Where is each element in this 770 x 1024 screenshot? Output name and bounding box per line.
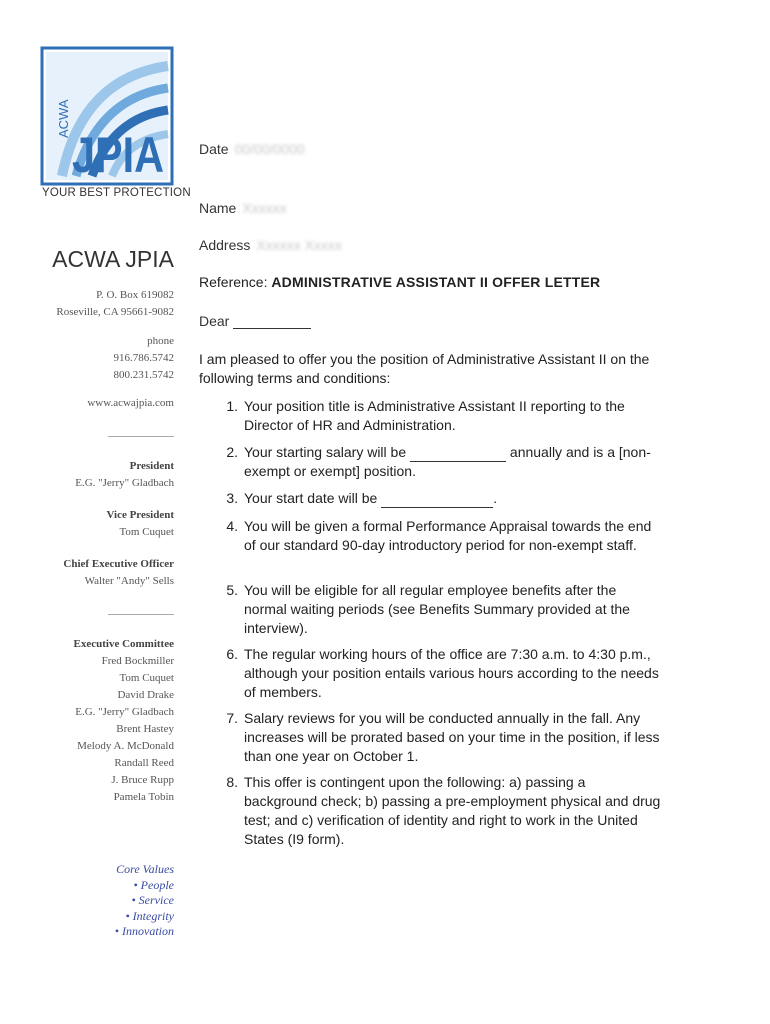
- item-text: You will be eligible for all regular employee benefits after the normal waiting periods (see Benefits Summary provided at the interview).: [244, 582, 630, 636]
- value-item: • Innovation: [114, 924, 174, 938]
- committee-member: Randall Reed: [114, 757, 174, 769]
- org-phone: [20, 333, 174, 384]
- committee-member: Brent Hastey: [116, 723, 174, 735]
- vp-name: Tom Cuquet: [119, 526, 174, 538]
- item-text-part: .: [493, 490, 498, 506]
- divider: [108, 614, 174, 615]
- committee-member: E.G. "Jerry" Gladbach: [75, 706, 174, 718]
- address-line: P. O. Box 619082: [96, 289, 174, 301]
- value-item: • Integrity: [125, 908, 174, 923]
- item-text-part: annually and is a [non-exempt or exempt] position.: [244, 444, 651, 479]
- ceo-title: Chief Executive Officer: [63, 558, 174, 570]
- dear-blank: [233, 314, 311, 329]
- committee-member: David Drake: [117, 689, 174, 701]
- item-number: 2.: [226, 444, 238, 460]
- item-number: 6.: [226, 646, 238, 662]
- vice-president-block: [20, 507, 174, 541]
- item-text: You will be given a formal Performance Appraisal towards the end of our standard 90-day introductory period for non-exempt staff.: [244, 518, 652, 553]
- committee-member: Pamela Tobin: [113, 791, 174, 803]
- salary-blank: [410, 447, 506, 462]
- item-number: 7.: [226, 710, 238, 726]
- value-item: • People: [133, 877, 174, 892]
- org-address: [20, 287, 174, 321]
- svg-text:ACWA: ACWA: [56, 99, 71, 138]
- date-label: Date: [199, 141, 229, 157]
- executive-committee: [20, 636, 174, 806]
- item-number: 8.: [226, 774, 238, 790]
- item-text: [244, 443, 662, 481]
- committee-member: Tom Cuquet: [119, 672, 174, 684]
- org-name: ACWA JPIA: [52, 246, 174, 272]
- name-label: Name: [199, 200, 237, 216]
- reference-label: Reference:: [199, 274, 268, 290]
- date-field: [199, 141, 305, 157]
- divider: [108, 436, 174, 437]
- item-number: 5.: [226, 582, 238, 598]
- vp-title: Vice President: [106, 509, 174, 521]
- item-text: Your position title is Administrative Assistant II reporting to the Director of HR and Administration.: [244, 398, 625, 433]
- item-text: [244, 489, 662, 508]
- phone-number: 916.786.5742: [113, 352, 174, 364]
- ceo-name: Walter "Andy" Sells: [84, 575, 174, 587]
- president-block: [20, 458, 174, 492]
- reference-line: [199, 274, 600, 290]
- president-name: E.G. "Jerry" Gladbach: [75, 477, 174, 489]
- item-text-part: Your starting salary will be: [244, 444, 407, 460]
- phone-label: phone: [147, 335, 174, 347]
- redacted-address: Xxxxxx Xxxxx: [256, 237, 342, 253]
- core-values: [20, 862, 174, 940]
- intro-paragraph: I am pleased to offer you the position of Administrative Assistant II on the following terms and conditions:: [199, 351, 650, 386]
- redacted-name: Xxxxxx: [242, 200, 287, 216]
- redacted-date: 00/00/0000: [234, 141, 305, 157]
- values-title: Core Values: [116, 862, 174, 876]
- start-date-blank: [381, 493, 493, 508]
- name-field: [199, 200, 287, 216]
- ceo-block: [20, 556, 174, 590]
- salutation: [199, 313, 311, 329]
- reference-value: ADMINISTRATIVE ASSISTANT II OFFER LETTER: [271, 274, 601, 290]
- address-field: [199, 237, 342, 253]
- dear-label: Dear: [199, 313, 230, 329]
- address-line: Roseville, CA 95661-9082: [56, 306, 174, 318]
- item-number: 1.: [226, 398, 238, 414]
- address-label: Address: [199, 237, 251, 253]
- committee-title: Executive Committee: [73, 638, 174, 650]
- committee-member: Fred Bockmiller: [101, 655, 174, 667]
- committee-member: J. Bruce Rupp: [111, 774, 174, 786]
- item-number: 4.: [226, 518, 238, 534]
- item-text: Salary reviews for you will be conducted annually in the fall. Any increases will be prorated based on your time in the position, if less than one year on October 1.: [244, 710, 660, 764]
- item-text: The regular working hours of the office are 7:30 a.m. to 4:30 p.m., although your position entails various hours according to the needs of members.: [244, 646, 659, 700]
- item-number: 3.: [226, 490, 238, 506]
- committee-member: Melody A. McDonald: [77, 740, 174, 752]
- acwa-jpia-logo: [42, 48, 172, 184]
- value-item: • Service: [131, 893, 174, 907]
- svg-text:JPIA: JPIA: [72, 127, 164, 183]
- item-text: This offer is contingent upon the following: a) passing a background check; b) passing a pre-employment physical and drug test; and c) verification of identity and right to work in the United States (I9 form).: [244, 774, 661, 847]
- org-website: www.acwajpia.com: [87, 397, 174, 409]
- item-text-part: Your start date will be: [244, 490, 378, 506]
- phone-number: 800.231.5742: [113, 369, 174, 381]
- president-title: President: [129, 460, 174, 472]
- tagline: YOUR BEST PROTECTION: [42, 187, 191, 199]
